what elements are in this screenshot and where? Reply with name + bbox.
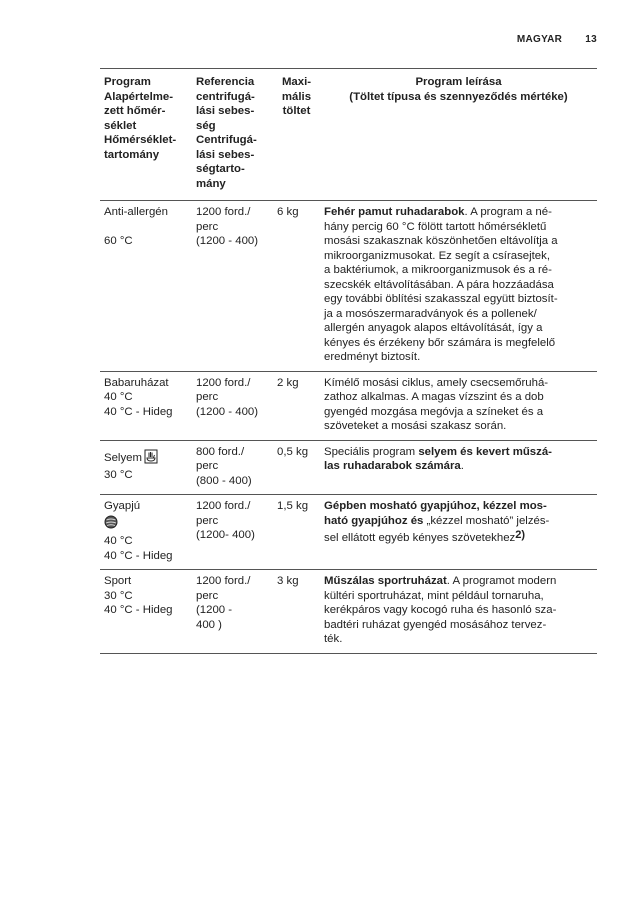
program-name: Anti-allergén — [104, 206, 168, 218]
header-text: Centrifugá- — [196, 134, 257, 146]
program-temperature: 40 °C — [104, 391, 133, 403]
header-text: Referencia — [196, 76, 255, 88]
program-table — [100, 68, 597, 654]
description-line — [324, 528, 593, 546]
header-text: mális — [281, 90, 312, 103]
description-cell — [320, 440, 597, 495]
description-line: ja a mosószermaradványok és a pollenek/ — [324, 307, 537, 320]
header-text: Program leírása — [415, 76, 502, 88]
description-line: kényes és érzékeny bőr számára is megfelelő — [324, 336, 556, 349]
header-text: Alapértelme- — [104, 90, 174, 103]
spin-value: 1200 ford./ — [196, 206, 251, 218]
description-text: . — [460, 460, 464, 472]
spin-cell — [192, 570, 273, 654]
program-cell — [100, 371, 192, 440]
description-line: szöveteket a mosási szakasz során. — [324, 420, 507, 432]
page-header — [517, 34, 597, 45]
header-max-load — [273, 69, 320, 201]
description-line: Kímélő mosási ciklus, amely csecsemőruhá- — [324, 376, 549, 389]
header-text: tartomány — [104, 148, 160, 161]
program-temperature-range: 40 °C - Hideg — [104, 405, 173, 418]
header-text: zett hőmér- — [104, 105, 166, 117]
table-row — [100, 440, 597, 495]
program-temperature: 60 °C — [104, 235, 133, 247]
footnote-reference: 2) — [515, 529, 526, 541]
description-text: . A program a né- — [464, 206, 552, 218]
header-text: Maxi- — [281, 76, 312, 88]
program-name: Babaruházat — [104, 376, 169, 389]
header-text: ségtarto- — [196, 163, 245, 175]
header-text: séklet — [104, 119, 137, 132]
header-text: ség — [196, 119, 216, 132]
description-text: Speciális program — [324, 445, 419, 458]
spin-range: (1200 - 400) — [196, 235, 259, 247]
description-line: kerékpáros vagy kocogó ruha és hasonló sza- — [324, 604, 557, 616]
spin-cell — [192, 440, 273, 495]
spin-range: (1200 - — [196, 604, 233, 616]
description-line — [324, 574, 593, 589]
header-text: töltet — [282, 105, 311, 117]
spin-value: 1200 ford./ — [196, 575, 251, 587]
description-bold: ható gyapjúhoz és — [324, 514, 424, 527]
description-bold: selyem és kevert műszá- — [418, 445, 552, 458]
program-temperature: 30 °C — [104, 469, 133, 481]
header-text: lási sebes- — [196, 148, 255, 161]
description-line: kültéri sportruházat, mint például tornaruha, — [324, 589, 544, 602]
description-bold: Gépben mosható gyapjúhoz, kézzel mos- — [324, 500, 547, 512]
hand-wash-basin-icon — [144, 449, 158, 469]
load-cell: 3 kg — [273, 570, 320, 654]
program-cell — [100, 440, 192, 495]
load-cell: 2 kg — [273, 371, 320, 440]
table-row — [100, 495, 597, 570]
description-text: sel ellátott egyéb kényes szövetekhez — [324, 532, 516, 544]
description-line: eredményt biztosít. — [324, 351, 421, 363]
spin-cell — [192, 201, 273, 372]
table-header-row — [100, 69, 597, 201]
spin-unit: perc — [196, 514, 219, 527]
program-name: Gyapjú — [104, 500, 141, 512]
spin-cell — [192, 371, 273, 440]
description-bold: Műszálas sportruházat — [324, 575, 447, 587]
header-text: (Töltet típusa és szennyeződés mértéke) — [349, 90, 568, 103]
description-line: a baktériumok, a mikroorganizmusok és a ré- — [324, 264, 552, 276]
load-cell: 1,5 kg — [273, 495, 320, 570]
program-temperature-range: 40 °C - Hideg — [104, 604, 173, 616]
program-temperature: 30 °C — [104, 589, 133, 602]
description-cell — [320, 371, 597, 440]
table-row — [100, 570, 597, 654]
program-cell — [100, 570, 192, 654]
spin-cell — [192, 495, 273, 570]
header-language: MAGYAR — [516, 34, 563, 45]
header-text: centrifugá- — [196, 90, 255, 103]
program-cell — [100, 495, 192, 570]
spin-value: 1200 ford./ — [196, 376, 251, 389]
spin-unit: perc — [196, 460, 219, 472]
description-bold: Fehér pamut ruhadarabok — [324, 206, 465, 218]
program-temperature: 40 °C — [104, 535, 133, 547]
spacer — [104, 220, 188, 235]
spin-range: (800 - 400) — [196, 474, 252, 487]
header-description — [320, 69, 597, 201]
description-text: . A programot modern — [446, 575, 557, 587]
description-cell — [320, 201, 597, 372]
header-text: mány — [196, 177, 226, 190]
description-text: „kézzel mosható” jelzés- — [423, 514, 550, 527]
spin-unit: perc — [196, 391, 219, 403]
description-line: allergén anyagok alapos eltávolítását, így a — [324, 322, 543, 334]
description-line: szecskék eltávolításában. A pára hozzáadása — [324, 278, 554, 291]
description-line: ték. — [324, 633, 343, 645]
description-line: badtéri ruházat gyengéd mosásához tervez- — [324, 618, 547, 631]
table-row — [100, 201, 597, 372]
description-cell — [320, 570, 597, 654]
load-cell: 0,5 kg — [273, 440, 320, 495]
description-line — [324, 445, 593, 460]
program-temperature-range: 40 °C - Hideg — [104, 549, 173, 562]
description-line: mikroorganizmusokat. Ez segít a csírasejtek, — [324, 249, 550, 262]
spin-range: (1200 - 400) — [196, 405, 259, 418]
spin-unit: perc — [196, 220, 219, 233]
description-bold: las ruhadarabok számára — [324, 460, 461, 472]
program-name: Sport — [104, 575, 132, 587]
header-program — [100, 69, 192, 201]
description-cell — [320, 495, 597, 570]
description-line — [324, 459, 593, 474]
spin-range: (1200- 400) — [196, 529, 255, 541]
program-name-line — [104, 449, 188, 469]
header-text: Program — [104, 76, 151, 88]
description-line — [324, 514, 593, 529]
table-row — [100, 371, 597, 440]
description-line: hány percig 60 °C fölött tartott hőmérsékletű — [324, 220, 547, 233]
program-cell — [100, 201, 192, 372]
spin-unit: perc — [196, 589, 219, 602]
wool-ball-icon — [104, 515, 188, 534]
spin-value: 800 ford./ — [196, 445, 245, 458]
page-number: 13 — [585, 34, 597, 45]
description-line: gyengéd mozgása megóvja a színeket és a — [324, 405, 544, 418]
description-line — [324, 205, 593, 220]
description-line — [324, 499, 593, 514]
load-cell: 6 kg — [273, 201, 320, 372]
spin-range: 400 ) — [196, 618, 222, 631]
header-text: lási sebes- — [196, 105, 255, 117]
header-text: Hőmérséklet- — [104, 134, 177, 146]
description-line: mosási szakasznak köszönhetően eltávolítja a — [324, 235, 558, 247]
spin-value: 1200 ford./ — [196, 500, 251, 512]
program-name: Selyem — [104, 451, 142, 464]
description-line: zathoz alkalmas. A magas vízszint és a dob — [324, 391, 544, 403]
description-line: egy további öblítési szakasszal együtt biztosít- — [324, 293, 558, 305]
header-spin — [192, 69, 273, 201]
